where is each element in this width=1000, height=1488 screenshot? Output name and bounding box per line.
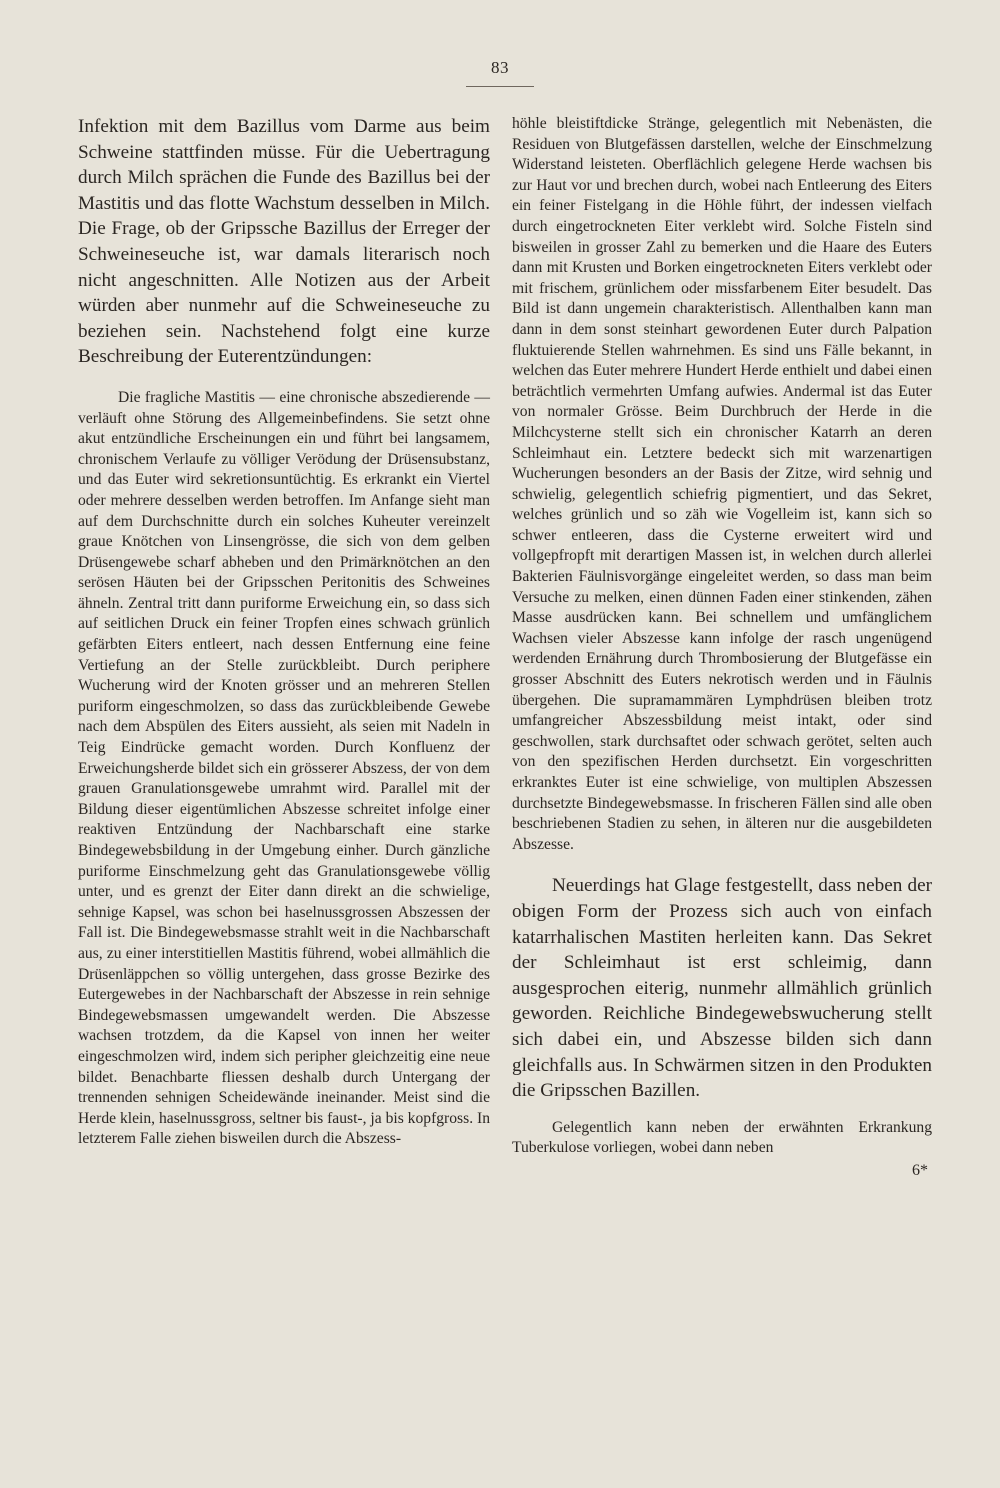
mastitis-description: Die fragliche Mastitis — eine chronische abszedierende — verläuft ohne Störung des Allgemeinbefindens. Sie setzt ohne akut entzündliche Erscheinungen ein und führt bei langsamem, chronischem Verlaufe zu völliger Verödung der Drüsensubstanz, und das Euter wird sekretionsuntüchtig. Es erkrankt ein Viertel oder mehrere desselben werden betroffen. Im Anfange sieht man auf dem Durchschnitte durch ein solches Kuheuter vereinzelt graue Knötchen von Linsengrösse, die sich von dem gelben Drüsengewebe scharf abheben und den Primärknötchen an den serösen Häuten bei der Gripsschen Peritonitis des Schweines ähneln. Zentral tritt dann puriforme Erweichung ein, so dass sich auf seitlichen Druck ein feiner Tropfen eines schwach grünlich gefärbten Eiters entleert, nach dessen Entfernung eine feine Vertiefung an der Stelle zurückbleibt. Durch periphere Wucherung wird der Knoten grösser und an mehreren Stellen puriform eingeschmolzen, so dass das zurückbleibende Gewebe nach dem Abspülen des Eiters aussieht, als seien mit Nadeln in Teig Eindrücke gemacht worden. Durch Konfluenz der Erweichungsherde bildet sich ein grösserer Abszess, der von dem grauen Granulationsgewebe umrahmt wird. Parallel mit der Bildung dieser eigentümlichen Abszesse schreitet infolge einer reaktiven Entzündung der Nachbarschaft eine starke Bindegewebsbildung in der Umgebung einher. Durch gänzliche puriforme Einschmelzung geht das Granulationsgewebe völlig unter, und es grenzt der Eiter dann direkt an die schwielige, sehnige Kapsel, was schon bei haselnussgrossen Abszessen der Fall ist. Die Bindegewebsmasse strahlt weit in die Nachbarschaft aus, zu einer interstitiellen Mastitis führend, wobei allmählich die Drüsenläppchen so völlig untergehen, dass grosse Bezirke des Eutergewebes in der Nachbarschaft der Abszesse in rein sehnige Bindegewebsmassen umgewandelt werden. Die Abszesse wachsen trotzdem, da die Kapsel von innen her weiter eingeschmolzen wird, indem sich peripher gleichzeitig eine neue bildet. Benachbarte fliessen deshalb durch Untergang der trennenden sehnigen Scheidewände ineinander. Meist sind die Herde klein, haselnussgross, seltner bis faust-, ja bis kopfgross. In letzterem Falle ziehen bisweilen durch die Abszess- [78, 388, 490, 1148]
signature-mark: 6* [912, 1161, 928, 1179]
page-number: 83 [491, 58, 509, 77]
mastitis-description-continued: höhle bleistiftdicke Stränge, gelegentlich mit Nebenästen, die Residuen von Blutgefässen darstellen, welche der Einschmelzung Widerstand leisteten. Oberflächlich gelegene Herde wachsen bis zur Haut vor und brechen durch, wobei nach Entleerung des Eiters ein feiner Fistelgang in die Höhle führt, der indessen vielfach durch eingetrockneten Eiter verklebt wird. Solche Fisteln sind bisweilen in grosser Zahl zu bemerken und die Haare des Euters dann mit Krusten und Borken eingetrockneten Eiters verklebt oder mit frischem, grünlichem oder missfarbenem Eiter besudelt. Das Bild ist dann ungemein charakteristisch. Allenthalben kann man dann in dem sonst steinhart gewordenen Euter durch Palpation fluktuierende Stellen wahrnehmen. Es sind uns Fälle bekannt, in welchen das Euter mehrere Hundert Herde enthielt und dabei einen beträchtlich vermehrten Umfang aufwies. Andermal ist das Euter von normaler Grösse. Beim Durchbruch der Herde in die Milchcysterne stellt sich ein chronischer Katarrh an deren Schleimhaut ein. Letztere bedeckt sich mit warzenartigen Wucherungen besonders an der Basis der Zitze, wird sehnig und schwielig, gelegentlich schiefrig pigmentiert, und das Sekret, welches grünlich und so zäh wie Vogelleim ist, kann sich so schwer entleeren, dass die Cysterne erweitert wird und vollgepfropft mit derartigen Massen ist, in welchen durch allerlei Bakterien Fäulnisvorgänge eingeleitet werden, so dass man beim Versuche zu melken, einen dünnen Faden einer stinkenden, zähen Masse ausdrücken kann. Bei schnellem und umfänglichem Wachsen vieler Abszesse kann infolge der rasch ungenügend werdenden Ernährung durch Thrombosierung der Blutgefässe ein grosser Abschnitt des Euters nekrotisch werden und in Fäulnis übergehen. Die supramammären Lymphdrüsen bleiben trotz umfangreicher Abszessbildung meist intakt, oder sind geschwollen, stark durchsaftet oder schwach gerötet, selten auch von den spezifischen Herden durchsetzt. Ein vorgeschritten erkranktes Euter ist eine schwielige, von multiplen Abszessen durchsetzte Bindegewebsmasse. In frischeren Fällen sind alle oben beschriebenen Stadien zu sehen, in älteren nur die ausgebildeten Abszesse. [512, 115, 932, 853]
final-paragraph: Gelegentlich kann neben der erwähnten Erkrankung Tuberkulose vorliegen, wobei dann neben [512, 1118, 932, 1157]
glage-paragraph: Neuerdings hat Glage festgestellt, dass neben der obigen Form der Prozess sich auch von einfach katarrhalischen Mastiten herleiten kann. Das Sekret der Schleimhaut ist erst schleimig, dann ausgesprochen eiterig, nunmehr allmählich grünlich geworden. Reichliche Bindegewebswucherung stellt sich dabei ein, und Abszesse bilden sich dann gleichfalls aus. In Schwärmen sitzen in den Produkten die Gripsschen Bazillen. [512, 875, 932, 1102]
intro-paragraph: Infektion mit dem Bazillus vom Darme aus beim Schweine stattfinden müsse. Für die Uebertragung durch Milch sprächen die Funde des Bazillus bei der Mastitis und das flotte Wachstum desselben in Milch. Die Frage, ob der Gripssche Bazillus der Erreger der Schweineseuche ist, war damals literarisch noch nicht angeschnitten. Alle Notizen aus der Arbeit würden aber nunmehr auf die Schweineseuche zu beziehen sein. Nachstehend folgt eine kurze Beschreibung der Euterentzündungen: [78, 116, 490, 368]
left-column [78, 114, 490, 1150]
right-column [512, 114, 932, 1181]
page-number-rule [466, 86, 534, 87]
